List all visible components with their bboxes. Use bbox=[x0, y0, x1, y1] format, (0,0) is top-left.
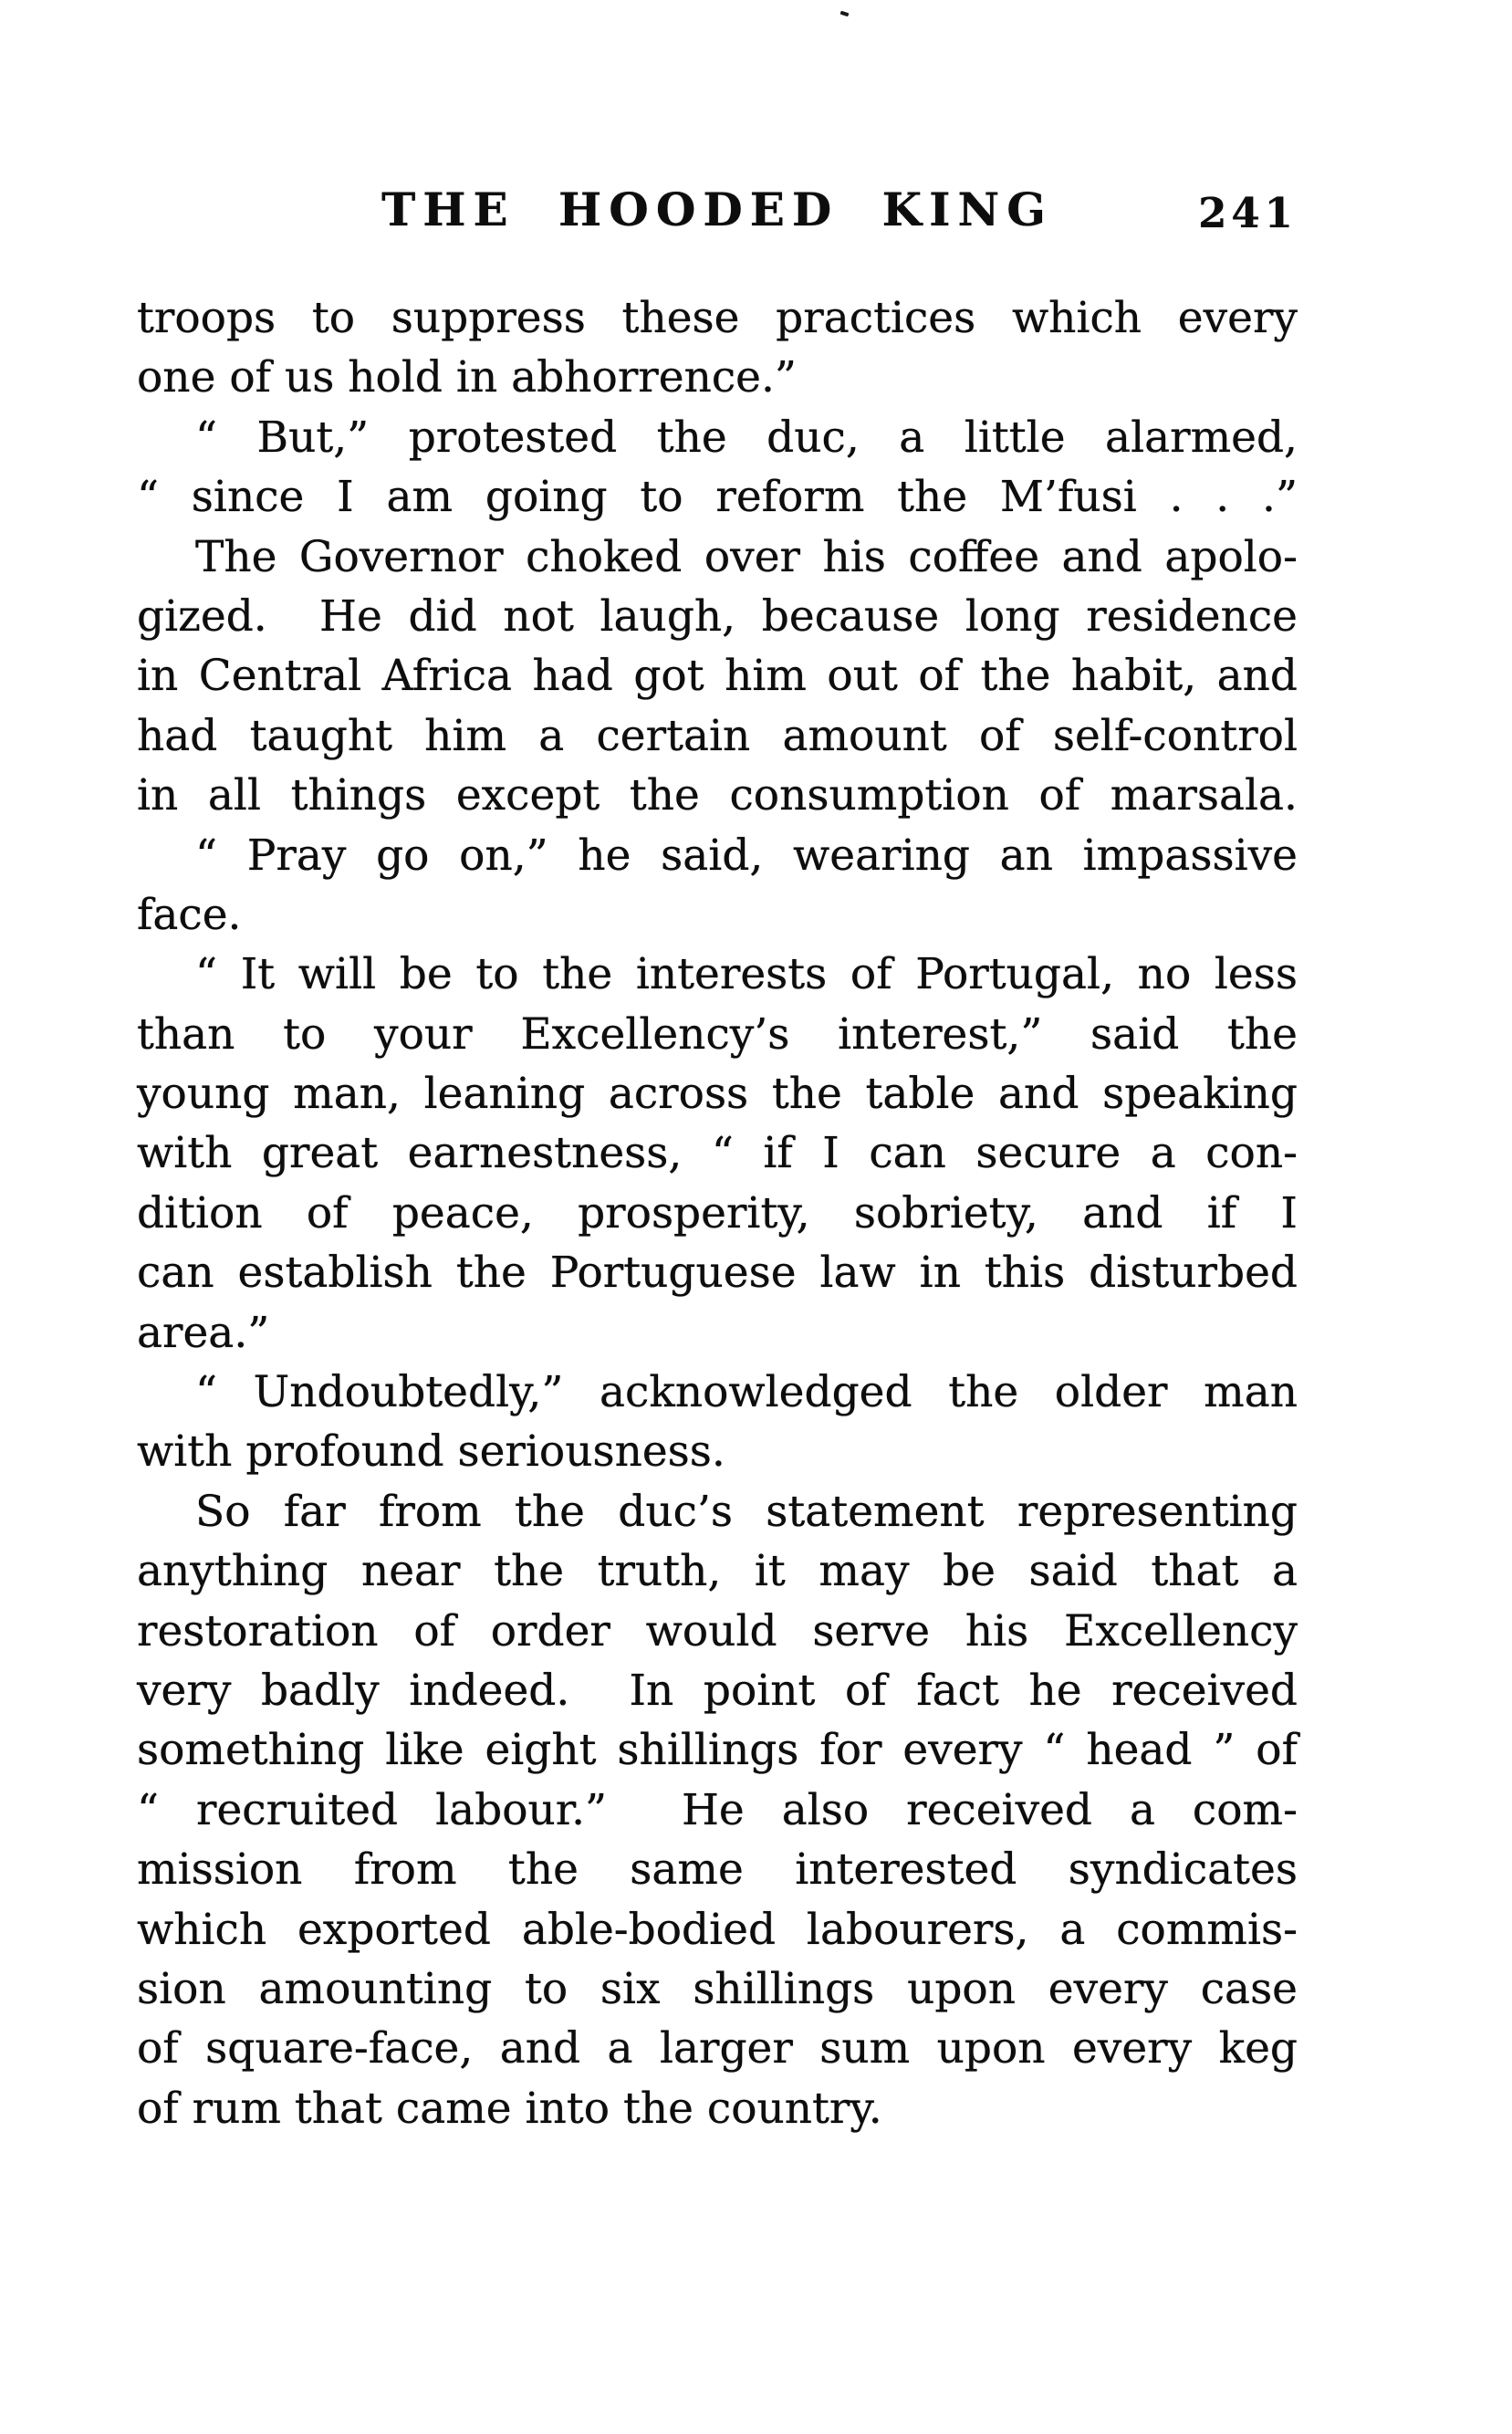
text-line: with great earnestness, “ if I can secure a con- bbox=[137, 1128, 1298, 1179]
page-header bbox=[137, 183, 1298, 246]
text-line: mission from the same interested syndicates bbox=[137, 1844, 1298, 1896]
text-line: young man, leaning across the table and speaking bbox=[137, 1069, 1298, 1120]
text-line: can establish the Portuguese law in this disturbed bbox=[137, 1248, 1298, 1299]
text-line: than to your Excellency’s interest,” said the bbox=[137, 1008, 1298, 1060]
text-line: The Governor choked over his coffee and apolo- bbox=[195, 531, 1298, 582]
page-number: 241 bbox=[1198, 189, 1298, 237]
text-line: “ since I am going to reform the M’fusi . . .” bbox=[137, 472, 1298, 523]
text-line: “ Undoubtedly,” acknowledged the older man bbox=[195, 1367, 1298, 1418]
text-line: troops to suppress these practices which every bbox=[137, 293, 1298, 343]
text-line: anything near the truth, it may be said that a bbox=[137, 1546, 1298, 1597]
text-line: “ recruited labour.” He also received a com- bbox=[137, 1784, 1298, 1835]
text-line: sion amounting to six shillings upon every case bbox=[137, 1963, 1298, 2014]
text-line: something like eight shillings for every “ head ” of bbox=[137, 1725, 1298, 1776]
text-line: in Central Africa had got him out of the habit, and bbox=[137, 651, 1298, 702]
running-head-title: THE HOODED KING bbox=[381, 183, 1053, 236]
text-line: one of us hold in abhorrence.” bbox=[137, 352, 797, 403]
text-line: gized. He did not laugh, because long residence bbox=[137, 590, 1298, 642]
text-line: dition of peace, prosperity, sobriety, and if I bbox=[137, 1187, 1298, 1238]
text-line: very badly indeed. In point of fact he received bbox=[137, 1665, 1298, 1716]
text-line: with profound seriousness. bbox=[137, 1426, 725, 1478]
text-line: restoration of order would serve his Excellency bbox=[137, 1605, 1298, 1656]
text-line: face. bbox=[137, 889, 242, 940]
text-line: area.” bbox=[137, 1307, 270, 1358]
text-line: “ But,” protested the duc, a little alarmed, bbox=[195, 412, 1298, 463]
text-line: of rum that came into the country. bbox=[137, 2083, 882, 2134]
text-line: “ Pray go on,” he said, wearing an impassive bbox=[195, 830, 1298, 881]
text-line: So far from the duc’s statement representing bbox=[195, 1486, 1298, 1537]
text-line: of square-face, and a larger sum upon every keg bbox=[137, 2023, 1298, 2074]
text-line: in all things except the consumption of marsala. bbox=[137, 770, 1298, 821]
body-text-block bbox=[137, 288, 1298, 2138]
text-line: had taught him a certain amount of self-control bbox=[137, 710, 1298, 761]
text-line: “ It will be to the interests of Portugal, no less bbox=[195, 949, 1298, 1000]
ink-speck-artifact bbox=[840, 11, 850, 17]
text-line: which exported able-bodied labourers, a commis- bbox=[137, 1904, 1298, 1955]
